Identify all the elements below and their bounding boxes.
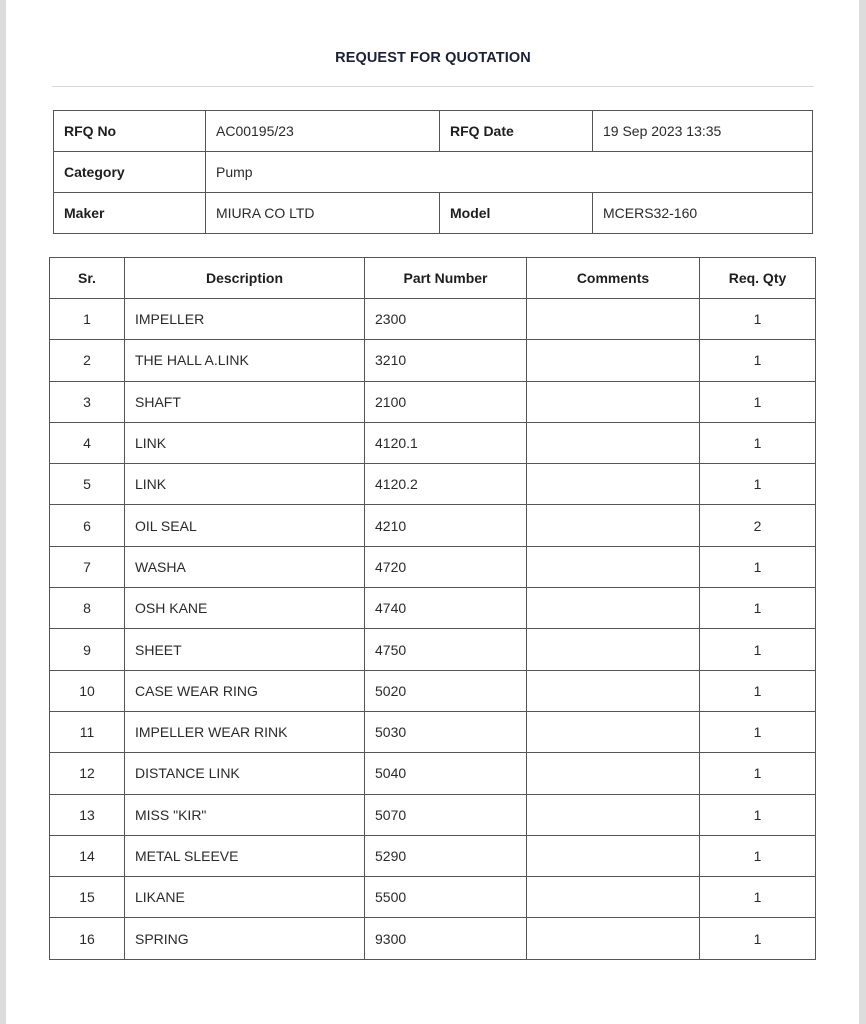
- cell-comments: [527, 422, 700, 463]
- cell-req-qty: 1: [700, 918, 816, 959]
- cell-sr: 10: [50, 670, 125, 711]
- cell-req-qty: 1: [700, 835, 816, 876]
- cell-part-number: 5500: [365, 877, 527, 918]
- header-comments: Comments: [527, 258, 700, 299]
- cell-comments: [527, 381, 700, 422]
- model-label: Model: [440, 193, 593, 234]
- cell-comments: [527, 546, 700, 587]
- cell-part-number: 4740: [365, 588, 527, 629]
- model-value: MCERS32-160: [593, 193, 813, 234]
- cell-req-qty: 1: [700, 753, 816, 794]
- rfq-date-value: 19 Sep 2023 13:35: [593, 111, 813, 152]
- cell-sr: 1: [50, 299, 125, 340]
- cell-description: THE HALL A.LINK: [125, 340, 365, 381]
- table-row: [50, 670, 816, 711]
- cell-description: IMPELLER WEAR RINK: [125, 711, 365, 752]
- cell-req-qty: 1: [700, 464, 816, 505]
- cell-part-number: 2100: [365, 381, 527, 422]
- cell-comments: [527, 505, 700, 546]
- cell-sr: 2: [50, 340, 125, 381]
- table-row: [50, 794, 816, 835]
- cell-part-number: 5290: [365, 835, 527, 876]
- table-row: [50, 505, 816, 546]
- rfq-no-label: RFQ No: [54, 111, 206, 152]
- cell-sr: 3: [50, 381, 125, 422]
- cell-comments: [527, 753, 700, 794]
- table-row: [50, 918, 816, 959]
- header-sr: Sr.: [50, 258, 125, 299]
- cell-comments: [527, 877, 700, 918]
- cell-req-qty: 1: [700, 670, 816, 711]
- cell-comments: [527, 588, 700, 629]
- cell-part-number: 9300: [365, 918, 527, 959]
- cell-req-qty: 1: [700, 299, 816, 340]
- page-edge-right: [859, 0, 866, 1024]
- cell-comments: [527, 670, 700, 711]
- cell-req-qty: 2: [700, 505, 816, 546]
- cell-part-number: 5040: [365, 753, 527, 794]
- cell-req-qty: 1: [700, 546, 816, 587]
- table-row: [50, 877, 816, 918]
- cell-description: CASE WEAR RING: [125, 670, 365, 711]
- cell-sr: 13: [50, 794, 125, 835]
- cell-part-number: 4720: [365, 546, 527, 587]
- cell-description: LINK: [125, 464, 365, 505]
- cell-part-number: 4120.1: [365, 422, 527, 463]
- cell-sr: 6: [50, 505, 125, 546]
- cell-req-qty: 1: [700, 381, 816, 422]
- cell-part-number: 2300: [365, 299, 527, 340]
- cell-comments: [527, 794, 700, 835]
- cell-sr: 8: [50, 588, 125, 629]
- cell-comments: [527, 464, 700, 505]
- cell-part-number: 5020: [365, 670, 527, 711]
- table-row: [50, 753, 816, 794]
- cell-part-number: 5030: [365, 711, 527, 752]
- rfq-no-value: AC00195/23: [206, 111, 440, 152]
- cell-description: SHEET: [125, 629, 365, 670]
- cell-sr: 4: [50, 422, 125, 463]
- table-row: [50, 835, 816, 876]
- info-row-category: [54, 152, 813, 193]
- cell-req-qty: 1: [700, 794, 816, 835]
- info-row-rfq: [54, 111, 813, 152]
- cell-comments: [527, 340, 700, 381]
- cell-req-qty: 1: [700, 877, 816, 918]
- info-row-maker: [54, 193, 813, 234]
- cell-sr: 11: [50, 711, 125, 752]
- items-header-row: [50, 258, 816, 299]
- cell-description: DISTANCE LINK: [125, 753, 365, 794]
- table-row: [50, 422, 816, 463]
- cell-sr: 9: [50, 629, 125, 670]
- cell-req-qty: 1: [700, 711, 816, 752]
- cell-part-number: 5070: [365, 794, 527, 835]
- cell-comments: [527, 918, 700, 959]
- header-part-number: Part Number: [365, 258, 527, 299]
- cell-description: METAL SLEEVE: [125, 835, 365, 876]
- rfq-info-table: [53, 110, 813, 234]
- cell-description: SHAFT: [125, 381, 365, 422]
- page-title: REQUEST FOR QUOTATION: [335, 50, 531, 66]
- cell-req-qty: 1: [700, 340, 816, 381]
- cell-comments: [527, 299, 700, 340]
- cell-sr: 5: [50, 464, 125, 505]
- items-table: [49, 257, 816, 960]
- maker-value: MIURA CO LTD: [206, 193, 440, 234]
- cell-sr: 14: [50, 835, 125, 876]
- cell-description: OIL SEAL: [125, 505, 365, 546]
- cell-description: MISS "KIR": [125, 794, 365, 835]
- category-label: Category: [54, 152, 206, 193]
- cell-part-number: 3210: [365, 340, 527, 381]
- cell-req-qty: 1: [700, 422, 816, 463]
- cell-part-number: 4120.2: [365, 464, 527, 505]
- table-row: [50, 588, 816, 629]
- cell-sr: 16: [50, 918, 125, 959]
- cell-description: OSH KANE: [125, 588, 365, 629]
- header-req-qty: Req. Qty: [700, 258, 816, 299]
- cell-comments: [527, 711, 700, 752]
- title-divider: [52, 86, 814, 87]
- cell-req-qty: 1: [700, 588, 816, 629]
- cell-part-number: 4750: [365, 629, 527, 670]
- maker-label: Maker: [54, 193, 206, 234]
- cell-description: LINK: [125, 422, 365, 463]
- page-edge-left: [0, 0, 6, 1024]
- category-value: Pump: [206, 152, 813, 193]
- cell-sr: 7: [50, 546, 125, 587]
- table-row: [50, 711, 816, 752]
- cell-description: WASHA: [125, 546, 365, 587]
- table-row: [50, 299, 816, 340]
- cell-sr: 15: [50, 877, 125, 918]
- cell-sr: 12: [50, 753, 125, 794]
- table-row: [50, 340, 816, 381]
- cell-req-qty: 1: [700, 629, 816, 670]
- rfq-date-label: RFQ Date: [440, 111, 593, 152]
- cell-description: LIKANE: [125, 877, 365, 918]
- table-row: [50, 546, 816, 587]
- cell-comments: [527, 835, 700, 876]
- table-row: [50, 381, 816, 422]
- cell-comments: [527, 629, 700, 670]
- table-row: [50, 629, 816, 670]
- table-row: [50, 464, 816, 505]
- header-description: Description: [125, 258, 365, 299]
- cell-description: SPRING: [125, 918, 365, 959]
- cell-part-number: 4210: [365, 505, 527, 546]
- cell-description: IMPELLER: [125, 299, 365, 340]
